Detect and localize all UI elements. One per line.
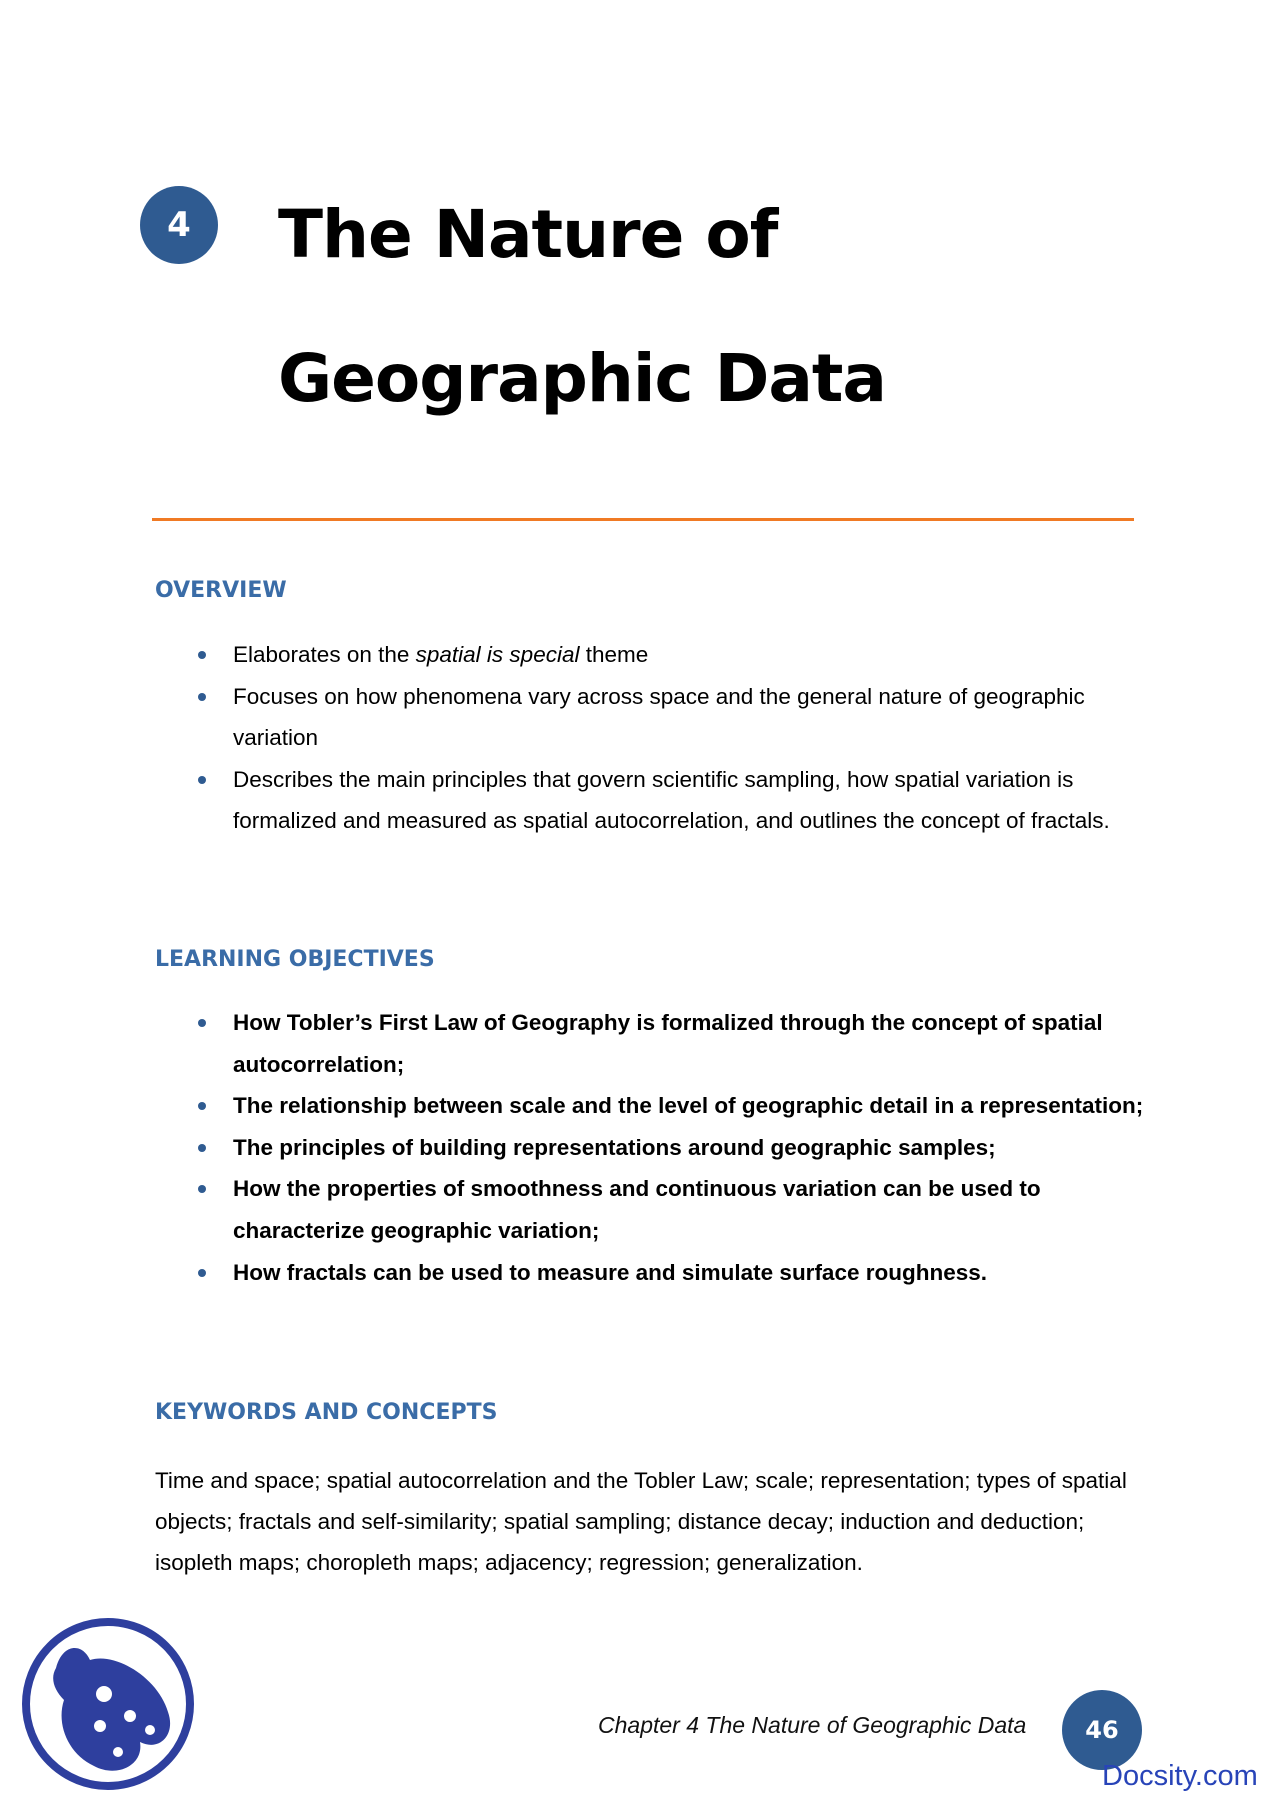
objective-item: The principles of building representations around geographic samples; [155,1127,1145,1169]
objective-item: The relationship between scale and the level of geographic detail in a representation; [155,1085,1145,1127]
docsity-logo-icon[interactable] [20,1616,196,1792]
chapter-title-line-2: Geographic Data [278,340,886,417]
running-footer-title: Chapter 4 The Nature of Geographic Data [598,1712,1027,1738]
docsity-watermark-link[interactable]: Docsity.com [1102,1760,1258,1792]
overview-item: Describes the main principles that govern scientific sampling, how spatial variation is formalized and measured as spatial autocorrelation, and outlines the concept of fractals. [155,759,1145,842]
learning-objectives-heading: LEARNING OBJECTIVES [155,947,435,972]
learning-objectives-list [155,1002,1145,1293]
objective-item: How Tobler’s First Law of Geography is formalized through the concept of spatial autocorrelation; [155,1002,1145,1085]
overview-item-text: theme [579,642,649,667]
page-number-badge: 46 [1062,1690,1142,1770]
keywords-paragraph: Time and space; spatial autocorrelation and the Tobler Law; scale; representation; types of spatial objects; fractals and self-similarity; spatial sampling; distance decay; induction and deduction; isopleth maps; choropleth maps; adjacency; regression; generalization. [155,1468,1127,1575]
overview-list [155,634,1145,842]
objective-item: How fractals can be used to measure and simulate surface roughness. [155,1252,1145,1294]
overview-item: Focuses on how phenomena vary across space and the general nature of geographic variation [155,676,1145,759]
chapter-title-line-1: The Nature of [278,196,778,273]
objective-item: How the properties of smoothness and continuous variation can be used to characterize geographic variation; [155,1168,1145,1251]
chapter-number-badge: 4 [140,186,218,264]
keywords-heading: KEYWORDS AND CONCEPTS [155,1400,498,1425]
overview-item-text: Elaborates on the [233,642,416,667]
overview-item-emphasis: spatial is special [415,642,580,667]
overview-item [155,634,1145,676]
title-divider [152,518,1134,521]
overview-heading: OVERVIEW [155,578,287,603]
